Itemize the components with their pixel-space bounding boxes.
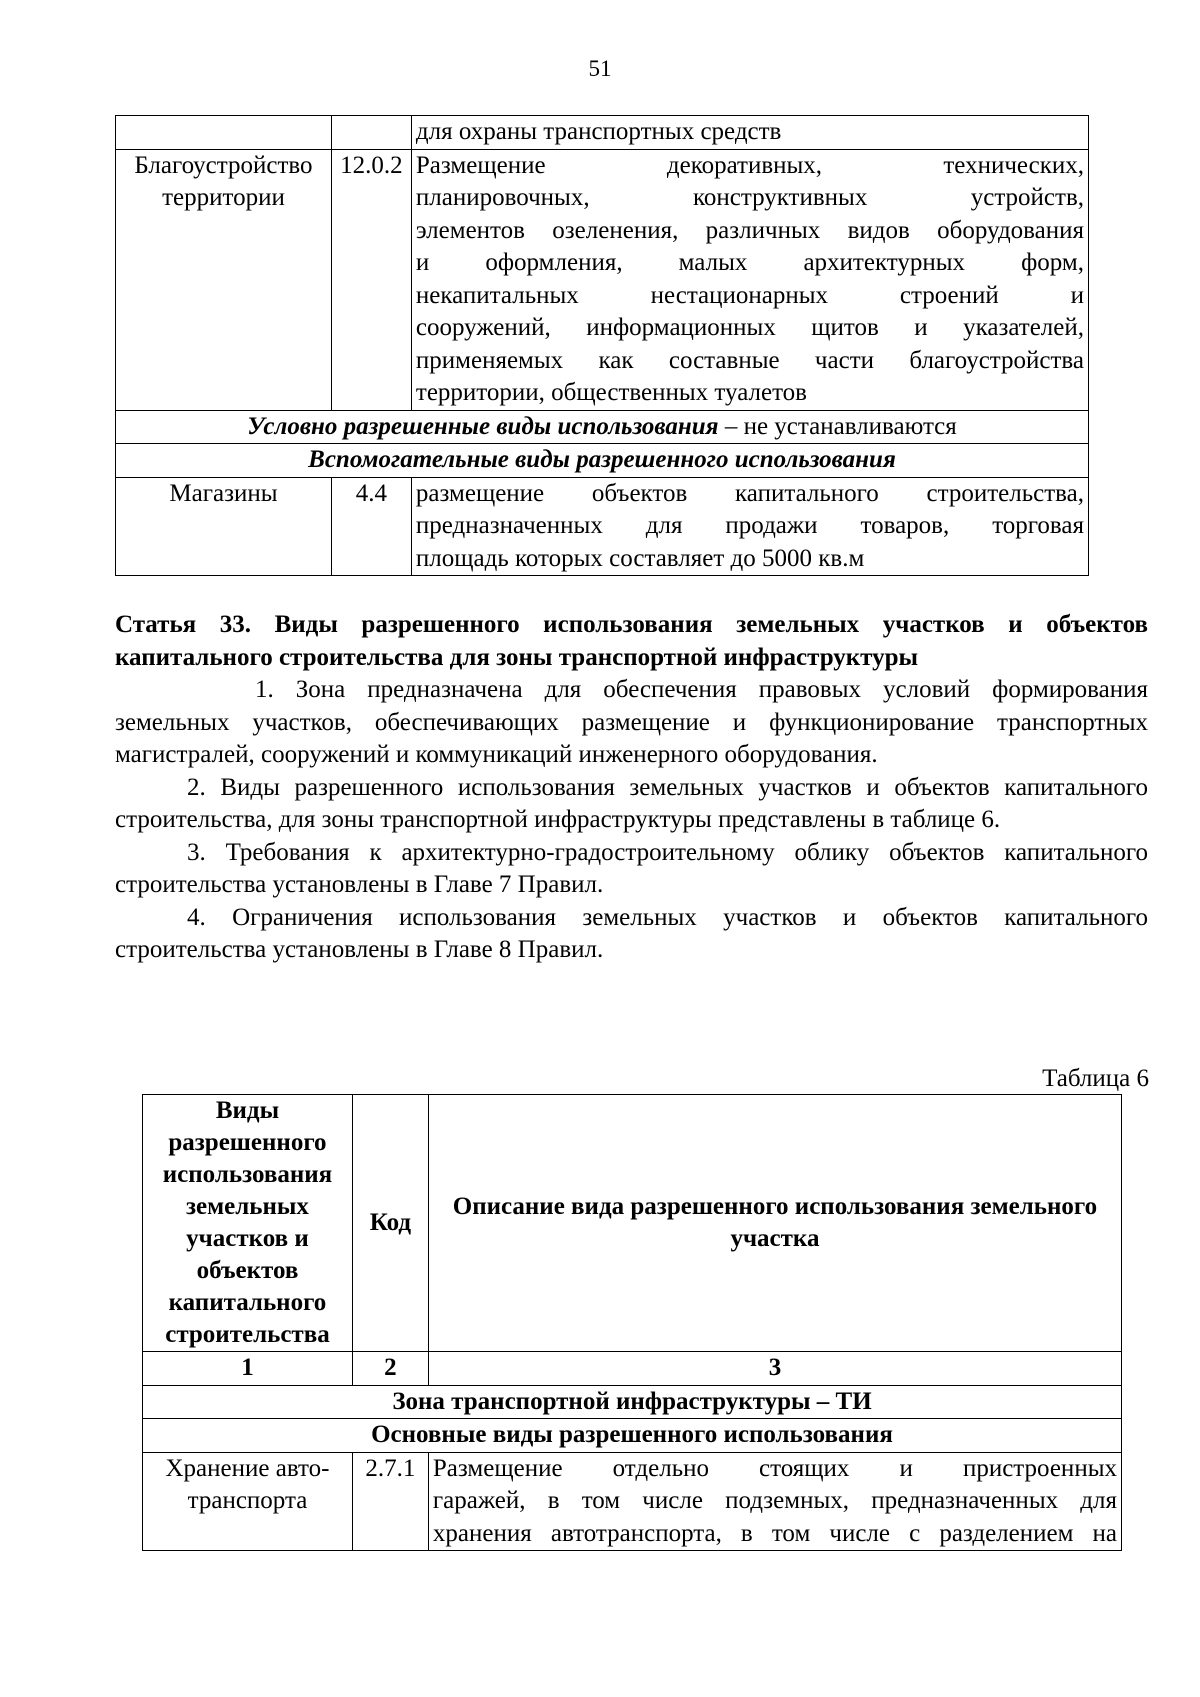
page-number: 51 <box>588 56 612 81</box>
column-number: 2 <box>352 1352 428 1386</box>
continued-zoning-table <box>115 115 1089 576</box>
header-code: Код <box>352 1095 428 1352</box>
description-line: хранения автотранспорта, в том числе с разделением на <box>432 1519 1117 1547</box>
description-line: некапитальных нестационарных строений и <box>415 281 1084 309</box>
column-number: 1 <box>143 1352 353 1386</box>
description-cell <box>411 149 1088 410</box>
description-line: для охраны транспортных средств <box>415 118 782 145</box>
description-cell <box>411 116 1088 150</box>
transport-zone-table <box>142 1094 1122 1551</box>
description-line: территории, общественных туалетов <box>415 379 807 406</box>
description-cell <box>428 1452 1121 1551</box>
description-line: Размещение декоративных, технических, <box>415 151 1084 179</box>
use-type-cell <box>116 116 332 150</box>
code-cell: 2.7.1 <box>352 1452 428 1551</box>
description-line: Размещение отдельно стоящих и пристроенных <box>432 1454 1117 1482</box>
description-line: размещение объектов капитального строительства, <box>415 479 1084 507</box>
column-number-row <box>143 1352 1122 1386</box>
article-33 <box>115 609 1148 967</box>
code-cell: 4.4 <box>331 477 411 576</box>
main-uses-header: Основные виды разрешенного использования <box>143 1419 1122 1453</box>
article-paragraph: 3. Требования к архитектурно-градостроительному облику объектов капитального строительства установлены в Главе 7 Правил. <box>115 838 1148 898</box>
description-line: сооружений, информационных щитов и указателей, <box>415 314 1084 341</box>
description-line: площадь которых составляет до 5000 кв.м <box>415 544 865 572</box>
use-type-cell: Благоустройство территории <box>116 149 332 410</box>
conditional-uses-cell <box>116 410 1089 444</box>
auxiliary-uses-header: Вспомогательные виды разрешенного использования <box>116 444 1089 478</box>
column-number: 3 <box>428 1352 1121 1386</box>
table-row <box>143 1452 1122 1551</box>
use-type-cell: Магазины <box>116 477 332 576</box>
article-paragraph: 4. Ограничения использования земельных участков и объектов капитального строительства установлены в Главе 8 Правил. <box>115 903 1148 963</box>
code-cell: 12.0.2 <box>331 149 411 410</box>
section-row-main <box>143 1419 1122 1453</box>
section-row-conditional <box>116 410 1089 444</box>
table-caption: Таблица 6 <box>1042 1065 1149 1092</box>
description-line: предназначенных для продажи товаров, торговая <box>415 512 1084 539</box>
conditional-uses-suffix: – не устанавливаются <box>718 412 957 440</box>
article-title: Статья 33. Виды разрешенного использования земельных участков и объектов капитального строительства для зоны транспортной инфраструктуры <box>115 611 1148 671</box>
section-row-auxiliary <box>116 444 1089 478</box>
table-row <box>116 477 1089 576</box>
article-paragraph: 2. Виды разрешенного использования земельных участков и объектов капитального строительства, для зоны транспортной инфраструктуры представлены в таблице 6. <box>115 773 1148 833</box>
description-line: и оформления, малых архитектурных форм, <box>415 249 1084 276</box>
header-use-type: Виды разрешенного использования земельных участков и объектов капитального строительства <box>143 1095 353 1352</box>
table-header-row <box>143 1095 1122 1352</box>
table-row <box>116 149 1089 410</box>
header-description: Описание вида разрешенного использования земельного участка <box>428 1095 1121 1352</box>
description-line: гаражей, в том числе подземных, предназначенных для <box>432 1487 1117 1514</box>
code-cell <box>331 116 411 150</box>
use-type-cell: Хранение авто-транспорта <box>143 1452 353 1551</box>
description-line: планировочных, конструктивных устройств, <box>415 184 1084 211</box>
conditional-uses-label: Условно разрешенные виды использования <box>247 412 719 440</box>
article-paragraph: 1. Зона предназначена для обеспечения правовых условий формирования земельных участков, обеспечивающих размещение и функционирование транспортных магистралей, сооружений и коммуникаций инженерного оборудования. <box>115 676 1148 768</box>
description-line: элементов озеленения, различных видов оборудования <box>415 216 1084 244</box>
description-cell <box>411 477 1088 576</box>
zone-title-row <box>143 1385 1122 1419</box>
zone-title: Зона транспортной инфраструктуры – ТИ <box>143 1385 1122 1419</box>
description-line: применяемых как составные части благоустройства <box>415 346 1084 374</box>
table-row <box>116 116 1089 150</box>
